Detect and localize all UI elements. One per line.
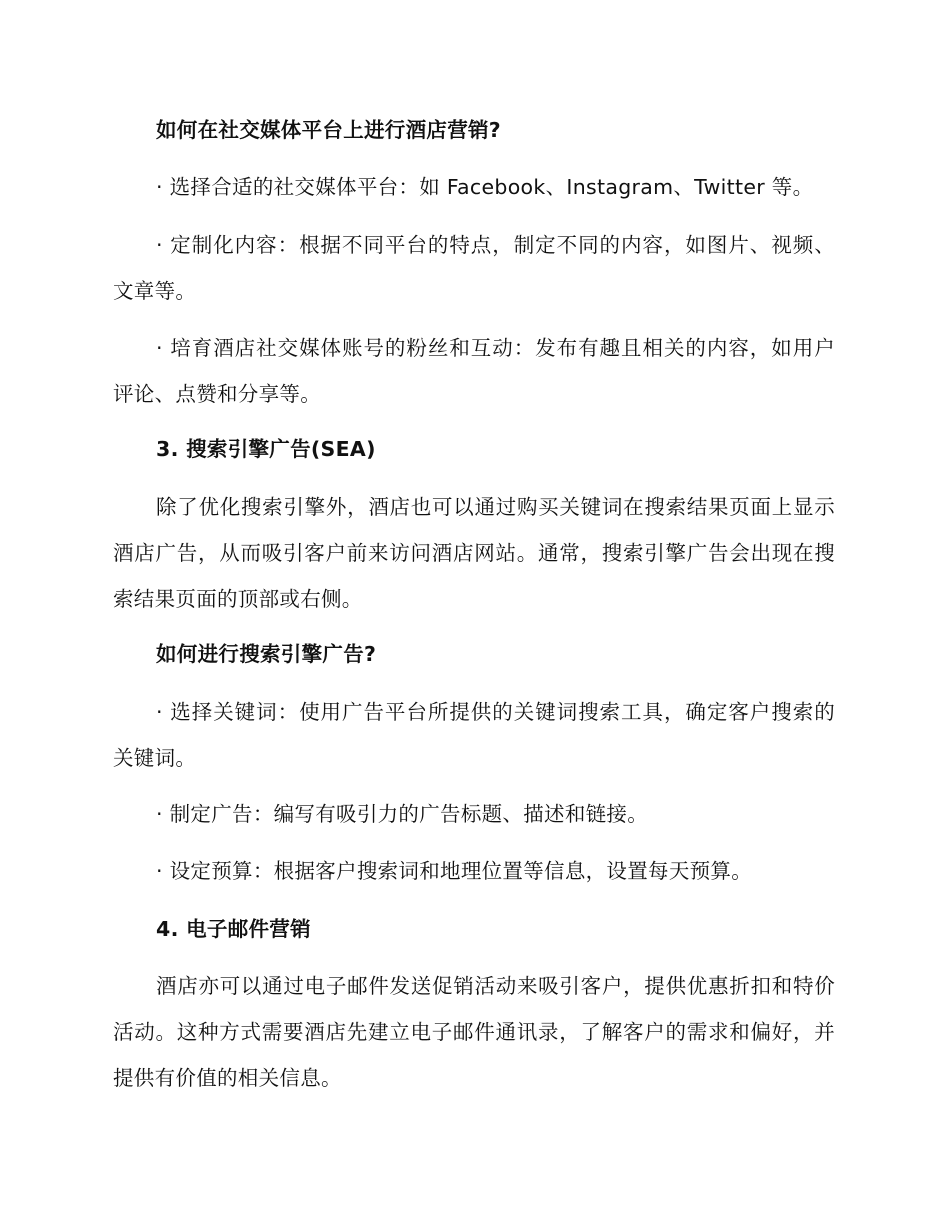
bullet-create-ads: · 制定广告：编写有吸引力的广告标题、描述和链接。 (156, 802, 649, 826)
bullet-set-budget: · 设定预算：根据客户搜索词和地理位置等信息，设置每天预算。 (156, 859, 753, 883)
heading-search-engine-ads: 3. 搜索引擎广告(SEA) (156, 437, 376, 461)
heading-how-to-sea: 如何进行搜索引擎广告? (156, 642, 377, 666)
bullet-custom-content: · 定制化内容：根据不同平台的特点，制定不同的内容，如图片、视频、文章等。 (113, 233, 835, 303)
bullet-grow-followers: · 培育酒店社交媒体账号的粉丝和互动：发布有趣且相关的内容，如用户评论、点赞和分享等。 (113, 336, 835, 406)
bullet-choose-platform: · 选择合适的社交媒体平台：如 Facebook、Instagram、Twitter 等。 (156, 175, 814, 199)
heading-email-marketing: 4. 电子邮件营销 (156, 917, 311, 941)
heading-social-media-marketing: 如何在社交媒体平台上进行酒店营销? (156, 118, 501, 142)
bullet-choose-keywords: · 选择关键词：使用广告平台所提供的关键词搜索工具，确定客户搜索的关键词。 (113, 700, 835, 770)
paragraph-email-description: 酒店亦可以通过电子邮件发送促销活动来吸引客户，提供优惠折扣和特价活动。这种方式需要酒店先建立电子邮件通讯录，了解客户的需求和偏好，并提供有价值的相关信息。 (113, 974, 835, 1090)
paragraph-sea-description: 除了优化搜索引擎外，酒店也可以通过购买关键词在搜索结果页面上显示酒店广告，从而吸引客户前来访问酒店网站。通常，搜索引擎广告会出现在搜索结果页面的顶部或右侧。 (113, 495, 835, 611)
